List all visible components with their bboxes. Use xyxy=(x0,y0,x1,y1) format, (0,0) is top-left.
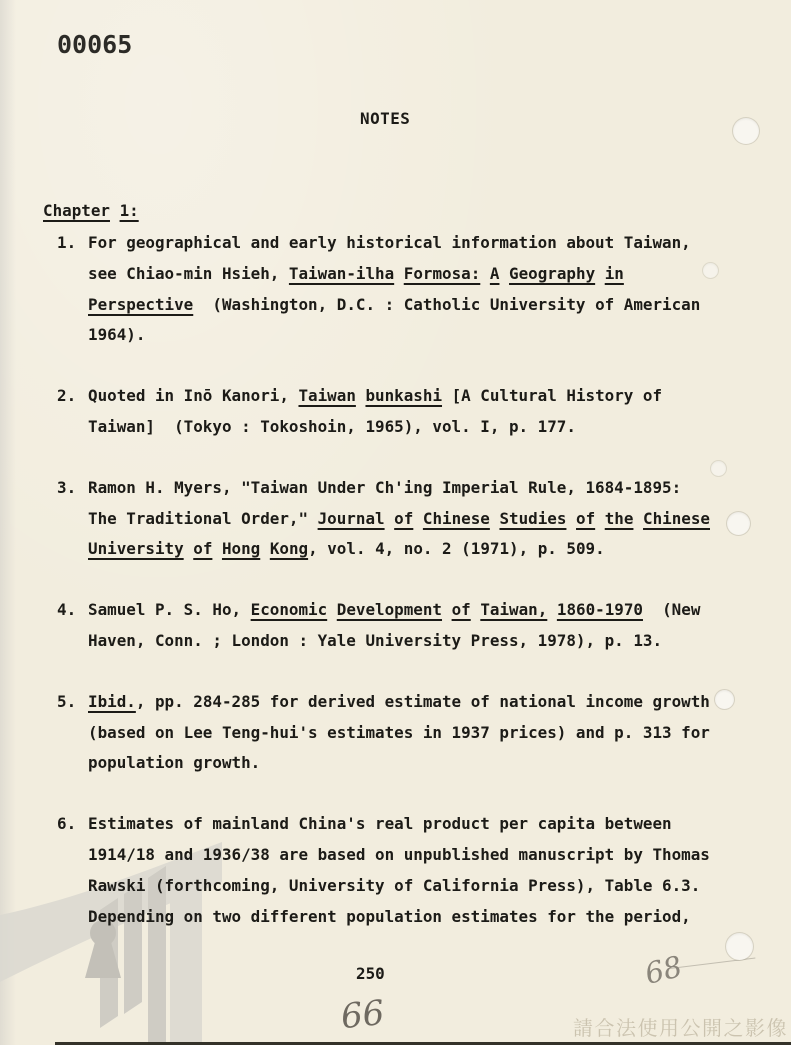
note-line xyxy=(88,290,757,321)
note-text xyxy=(88,228,757,351)
underlined-text-segment: Geography xyxy=(509,263,596,283)
punch-hole xyxy=(726,933,753,960)
page-number: 250 xyxy=(356,964,385,983)
text-segment xyxy=(595,264,605,283)
handwritten-number-right: 68 xyxy=(641,949,686,991)
note-text xyxy=(88,809,757,932)
text-segment xyxy=(413,509,423,528)
underlined-text-segment: Development xyxy=(336,600,443,620)
copyright-watermark-text: 請合法使用公開之影像 xyxy=(573,1016,788,1040)
underlined-text-segment: Chinese xyxy=(643,508,710,528)
note-line xyxy=(88,228,757,259)
underlined-text-segment: Journal xyxy=(317,508,385,528)
text-segment xyxy=(566,509,576,528)
text-segment xyxy=(184,539,194,558)
text-segment: The Traditional Order," xyxy=(88,508,318,528)
underlined-text-segment: of xyxy=(576,508,596,528)
underlined-text-segment: 1860-1970 xyxy=(556,600,643,620)
underlined-text-segment: bunkashi xyxy=(365,386,443,406)
text-segment: Haven, Conn. ; London : Yale University Press, 1978), p. 13. xyxy=(88,630,663,650)
note-line xyxy=(88,534,757,565)
page-title: NOTES xyxy=(360,109,411,128)
text-segment: Taiwan] (Tokyo : Tokoshoin, 1965), vol. I, p. 177. xyxy=(88,416,576,436)
text-segment: Samuel P. S. Ho, xyxy=(88,600,251,620)
text-segment xyxy=(442,600,452,619)
underlined-text-segment: Taiwan xyxy=(298,386,356,406)
text-segment xyxy=(547,600,557,619)
note-line xyxy=(88,320,757,351)
underlined-text-segment: in xyxy=(604,263,624,283)
note-line xyxy=(88,473,757,504)
page-stamp-number: 00065 xyxy=(57,30,133,59)
text-segment: 1914/18 and 1936/38 are based on unpublished manuscript by Thomas xyxy=(88,844,710,864)
text-segment xyxy=(212,539,222,558)
underlined-text-segment: Studies xyxy=(499,508,567,528)
text-segment xyxy=(394,264,404,283)
text-segment xyxy=(499,264,509,283)
notes-list xyxy=(57,228,757,962)
underlined-text-segment: Ibid. xyxy=(88,691,136,711)
text-segment: Ramon H. Myers, "Taiwan Under Ch'ing Imperial Rule, 1684-1895: xyxy=(88,477,682,497)
underlined-text-segment: A xyxy=(489,263,500,283)
text-segment: (Washington, D.C. : Catholic University of American xyxy=(193,294,701,314)
note-text xyxy=(88,595,757,657)
note-line xyxy=(88,504,757,535)
text-segment: 1964). xyxy=(88,325,146,345)
text-segment xyxy=(327,600,337,619)
note-number: 4. xyxy=(57,600,77,620)
note-line xyxy=(88,687,757,718)
text-segment xyxy=(260,539,270,558)
note-item xyxy=(57,595,757,657)
note-line xyxy=(88,595,757,626)
punch-hole xyxy=(733,118,759,144)
note-line xyxy=(88,259,757,290)
underlined-text-segment: Formosa: xyxy=(403,263,481,283)
punch-hole xyxy=(711,461,726,476)
text-segment: see Chiao-min Hsieh, xyxy=(88,263,289,283)
note-number: 5. xyxy=(57,691,77,711)
underlined-text-segment: Perspective xyxy=(88,294,194,314)
underlined-text-segment: Taiwan-ilha xyxy=(288,263,395,283)
note-item xyxy=(57,228,757,351)
note-line xyxy=(88,809,757,840)
text-segment xyxy=(471,600,481,619)
note-number: 1. xyxy=(57,233,77,252)
note-item xyxy=(57,687,757,779)
underlined-text-segment: of xyxy=(193,539,213,559)
note-text xyxy=(88,381,757,443)
note-line xyxy=(88,412,757,443)
note-line xyxy=(88,902,757,933)
text-segment: , vol. 4, no. 2 (1971), p. 509. xyxy=(308,539,605,559)
note-number: 3. xyxy=(57,477,77,497)
text-segment: (based on Lee Teng-hui's estimates in 1937 prices) and p. 313 for xyxy=(88,722,710,742)
underlined-text-segment: Taiwan, xyxy=(480,600,548,620)
text-segment: [A Cultural History of xyxy=(442,386,663,406)
punch-hole xyxy=(727,512,750,535)
punch-hole xyxy=(703,263,718,278)
handwritten-number-left: 66 xyxy=(339,992,387,1038)
underlined-text-segment: of xyxy=(451,600,471,620)
punch-hole xyxy=(715,690,734,709)
underlined-text-segment: University xyxy=(88,539,184,559)
note-line xyxy=(88,718,757,749)
underlined-text-segment: Chinese xyxy=(422,508,490,528)
text-segment xyxy=(110,201,120,220)
text-segment: Rawski (forthcoming, University of California Press), Table 6.3. xyxy=(88,875,701,895)
note-line xyxy=(88,626,757,657)
note-item xyxy=(57,809,757,932)
text-segment xyxy=(385,509,395,528)
note-line xyxy=(88,871,757,902)
note-line xyxy=(88,748,757,779)
note-item xyxy=(57,381,757,443)
note-item xyxy=(57,473,757,565)
chapter-heading xyxy=(43,196,139,227)
note-text xyxy=(88,473,757,565)
note-text xyxy=(88,687,757,779)
text-segment: Estimates of mainland China's real product per capita between xyxy=(88,814,672,834)
text-segment: , pp. 284-285 for derived estimate of national income growth xyxy=(135,691,710,711)
text-segment: For geographical and early historical information about Taiwan, xyxy=(88,233,691,252)
note-number: 2. xyxy=(57,386,77,406)
note-line xyxy=(88,381,757,412)
text-segment: population growth. xyxy=(88,753,261,773)
underlined-text-segment: Economic xyxy=(250,600,328,620)
underlined-text-segment: the xyxy=(604,508,634,528)
underlined-text-segment: Hong xyxy=(221,539,261,559)
note-number: 6. xyxy=(57,814,77,834)
text-segment: Quoted in Inō Kanori, xyxy=(88,386,299,406)
underlined-text-segment: Kong xyxy=(269,539,309,559)
underlined-text-segment: 1: xyxy=(119,201,139,220)
text-segment xyxy=(480,264,490,283)
note-line xyxy=(88,840,757,871)
text-segment xyxy=(595,509,605,528)
underlined-text-segment: of xyxy=(394,508,414,528)
text-segment xyxy=(633,509,643,528)
text-segment: (New xyxy=(642,600,701,620)
text-segment: Depending on two different population estimates for the period, xyxy=(88,906,691,926)
underlined-text-segment: Chapter xyxy=(43,201,110,220)
